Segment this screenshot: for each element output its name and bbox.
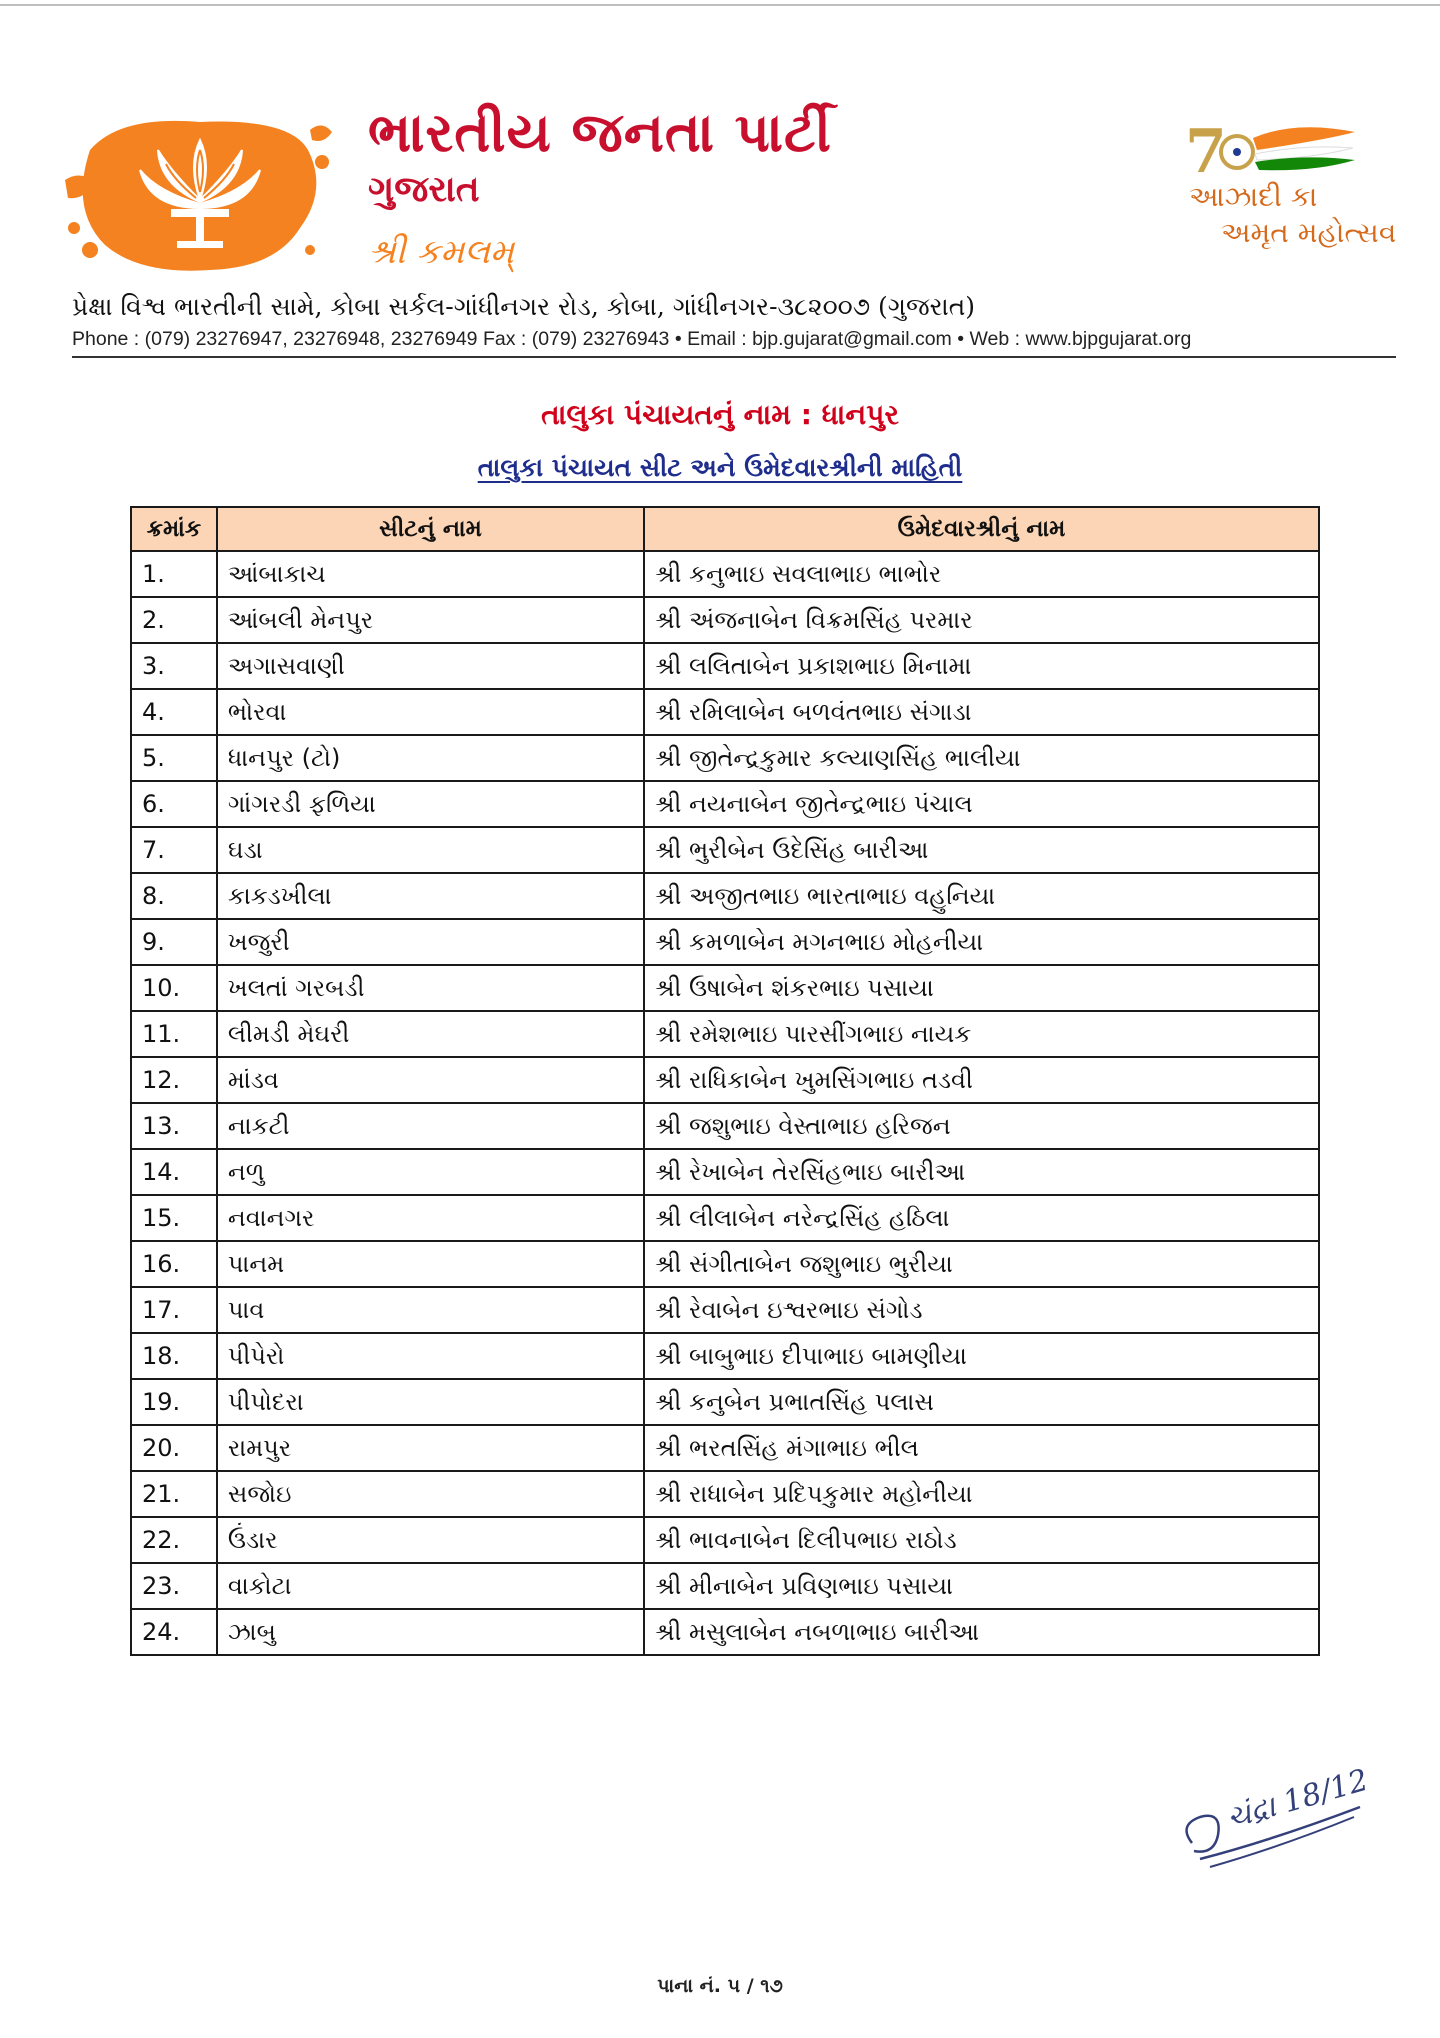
party-office: શ્રી કમલમ્ [368,232,514,272]
table-row [131,965,1319,1011]
serial-number-cell: 17. [131,1287,217,1333]
candidate-name-cell: શ્રી લીલાબેન નરેન્દ્રસિંહ હઠિલા [644,1195,1319,1241]
table-row [131,1011,1319,1057]
seat-name-cell: આંબાકાચ [217,551,644,597]
seat-name-cell: સજોઇ [217,1471,644,1517]
candidate-name-cell: શ્રી કમળાબેન મગનભાઇ મોહનીયા [644,919,1319,965]
lotus-icon [60,110,340,280]
candidate-name-cell: શ્રી રાધાબેન પ્રદિપકુમાર મહોનીયા [644,1471,1319,1517]
table-row [131,597,1319,643]
candidate-name-cell: શ્રી ભરતસિંહ મંગાભાઇ ભીલ [644,1425,1319,1471]
seat-name-cell: માંડવ [217,1057,644,1103]
serial-number-cell: 3. [131,643,217,689]
candidate-name-cell: શ્રી રાધિકાબેન ખુમસિંગભાઇ તડવી [644,1057,1319,1103]
seat-name-cell: ઉંડાર [217,1517,644,1563]
office-address: પ્રેક્ષા વિશ્વ ભારતીની સામે, કોબા સર્કલ-ગાંધીનગર રોડ, કોબા, ગાંધીનગર-૩૮૨૦૦૭ (ગુજરાત) [72,292,976,321]
candidate-name-cell: શ્રી અંજનાબેન વિક્રમસિંહ પરમાર [644,597,1319,643]
seat-name-cell: પાનમ [217,1241,644,1287]
seat-name-cell: લીમડી મેઘરી [217,1011,644,1057]
serial-number-cell: 9. [131,919,217,965]
azadi-text: આઝાદી કા [1189,180,1318,213]
seat-name-cell: પાવ [217,1287,644,1333]
table-row [131,735,1319,781]
header-candidate-name: ઉમેદવારશ્રીનું નામ [644,507,1319,551]
table-row [131,919,1319,965]
party-name: ભારતીય જનતા પાર્ટી [368,100,832,164]
serial-number-cell: 22. [131,1517,217,1563]
bjp-lotus-logo [60,110,340,280]
seat-name-cell: ધાનપુર (ટો) [217,735,644,781]
serial-number-cell: 2. [131,597,217,643]
taluka-panchayat-title: તાલુકા પંચાયતનું નામ : ધાનપુર [541,398,899,431]
table-row [131,827,1319,873]
seat-name-cell: ઘડા [217,827,644,873]
candidate-name-cell: શ્રી કનુભાઇ સવલાભાઇ ભાભોર [644,551,1319,597]
candidate-name-cell: શ્રી મસુલાબેન નબળાભાઇ બારીઆ [644,1609,1319,1655]
candidate-name-cell: શ્રી જીતેન્દ્રકુમાર કલ્યાણસિંહ ભાલીયા [644,735,1319,781]
seat-name-cell: પીપેરો [217,1333,644,1379]
seat-name-cell: આંબલી મેનપુર [217,597,644,643]
table-row [131,643,1319,689]
serial-number-cell: 12. [131,1057,217,1103]
serial-number-cell: 16. [131,1241,217,1287]
candidate-name-cell: શ્રી ઉષાબેન શંકરભાઇ પસાયા [644,965,1319,1011]
table-row [131,1195,1319,1241]
candidate-table [130,506,1320,1656]
table-row [131,1241,1319,1287]
table-row [131,1103,1319,1149]
seat-name-cell: પીપોદરા [217,1379,644,1425]
table-row [131,1563,1319,1609]
signature-date: ચંદ્રા 18/12 [1222,1762,1373,1837]
serial-number-cell: 8. [131,873,217,919]
table-row [131,873,1319,919]
seat-name-cell: નવાનગર [217,1195,644,1241]
serial-number-cell: 19. [131,1379,217,1425]
seat-name-cell: નાકટી [217,1103,644,1149]
table-row [131,1379,1319,1425]
candidate-name-cell: શ્રી રમિલાબેન બળવંતભાઇ સંગાડા [644,689,1319,735]
serial-number-cell: 6. [131,781,217,827]
candidate-name-cell: શ્રી ભાવનાબેન દિલીપભાઇ રાઠોડ [644,1517,1319,1563]
serial-number-cell: 11. [131,1011,217,1057]
table-header-row [131,507,1319,551]
candidate-name-cell: શ્રી રમેશભાઇ પારસીંગભાઇ નાયક [644,1011,1319,1057]
seat-name-cell: અગાસવાણી [217,643,644,689]
amrit-mahotsav-text: અમૃત મહોત્સવ [1221,216,1397,249]
serial-number-cell: 1. [131,551,217,597]
table-row [131,1609,1319,1655]
page-number: પાના નં. ૫ / ૧૭ [657,1975,783,1997]
seat-name-cell: ખજુરી [217,919,644,965]
table-row [131,1517,1319,1563]
serial-number-cell: 4. [131,689,217,735]
seat-name-cell: ભોરવા [217,689,644,735]
serial-number-cell: 15. [131,1195,217,1241]
table-row [131,1057,1319,1103]
candidate-name-cell: શ્રી રેવાબેન ઇશ્વરભાઇ સંગોડ [644,1287,1319,1333]
serial-number-cell: 24. [131,1609,217,1655]
table-row [131,1425,1319,1471]
serial-number-cell: 18. [131,1333,217,1379]
svg-text:7: 7 [1185,117,1227,187]
candidate-name-cell: શ્રી અજીતભાઇ ભારતાભાઇ વહુનિયા [644,873,1319,919]
amrit-mahotsav-75-icon [1185,110,1375,190]
candidate-name-cell: શ્રી બાબુભાઇ દીપાભાઇ બામણીયા [644,1333,1319,1379]
header-serial-number: ક્રમાંક [131,507,217,551]
serial-number-cell: 13. [131,1103,217,1149]
candidate-name-cell: શ્રી જશુભાઇ વેસ્તાભાઇ હરિજન [644,1103,1319,1149]
candidate-name-cell: શ્રી સંગીતાબેન જશુભાઇ ભુરીયા [644,1241,1319,1287]
table-subtitle-text: તાલુકા પંચાયત સીટ અને ઉમેદવારશ્રીની માહિતી [477,453,963,482]
table-row [131,1333,1319,1379]
candidate-name-cell: શ્રી મીનાબેન પ્રવિણભાઇ પસાયા [644,1563,1319,1609]
serial-number-cell: 10. [131,965,217,1011]
table-row [131,1471,1319,1517]
seat-name-cell: નળુ [217,1149,644,1195]
letterhead-divider [72,356,1396,358]
serial-number-cell: 14. [131,1149,217,1195]
candidate-name-cell: શ્રી નયનાબેન જીતેન્દ્રભાઇ પંચાલ [644,781,1319,827]
seat-name-cell: ઝાબુ [217,1609,644,1655]
serial-number-cell: 5. [131,735,217,781]
seat-name-cell: ગાંગરડી ફળિયા [217,781,644,827]
candidate-name-cell: શ્રી રેખાબેન તેરસિંહભાઇ બારીઆ [644,1149,1319,1195]
candidate-name-cell: શ્રી કનુબેન પ્રભાતસિંહ પલાસ [644,1379,1319,1425]
table-row [131,1287,1319,1333]
serial-number-cell: 23. [131,1563,217,1609]
table-row [131,689,1319,735]
seat-name-cell: કાકડખીલા [217,873,644,919]
table-row [131,551,1319,597]
letterhead [0,0,1440,380]
candidate-name-cell: શ્રી લલિતાબેન પ્રકાશભાઇ મિનામા [644,643,1319,689]
serial-number-cell: 7. [131,827,217,873]
party-state: ગુજરાત [368,168,480,210]
header-seat-name: સીટનું નામ [217,507,644,551]
seat-name-cell: રામપુર [217,1425,644,1471]
azadi-ka-amrit-mahotsav-logo [1185,110,1405,250]
serial-number-cell: 21. [131,1471,217,1517]
candidate-name-cell: શ્રી ભુરીબેન ઉદેસિંહ બારીઆ [644,827,1319,873]
table-row [131,1149,1319,1195]
seat-name-cell: વાકોટા [217,1563,644,1609]
contact-details: Phone : (079) 23276947, 23276948, 23276949 Fax : (079) 23276943 • Email : bjp.gujarat@gmail.com • Web : www.bjpgujarat.org [72,328,1192,350]
seat-name-cell: ખલતાં ગરબડી [217,965,644,1011]
serial-number-cell: 20. [131,1425,217,1471]
table-subtitle [0,453,1440,483]
table-row [131,781,1319,827]
